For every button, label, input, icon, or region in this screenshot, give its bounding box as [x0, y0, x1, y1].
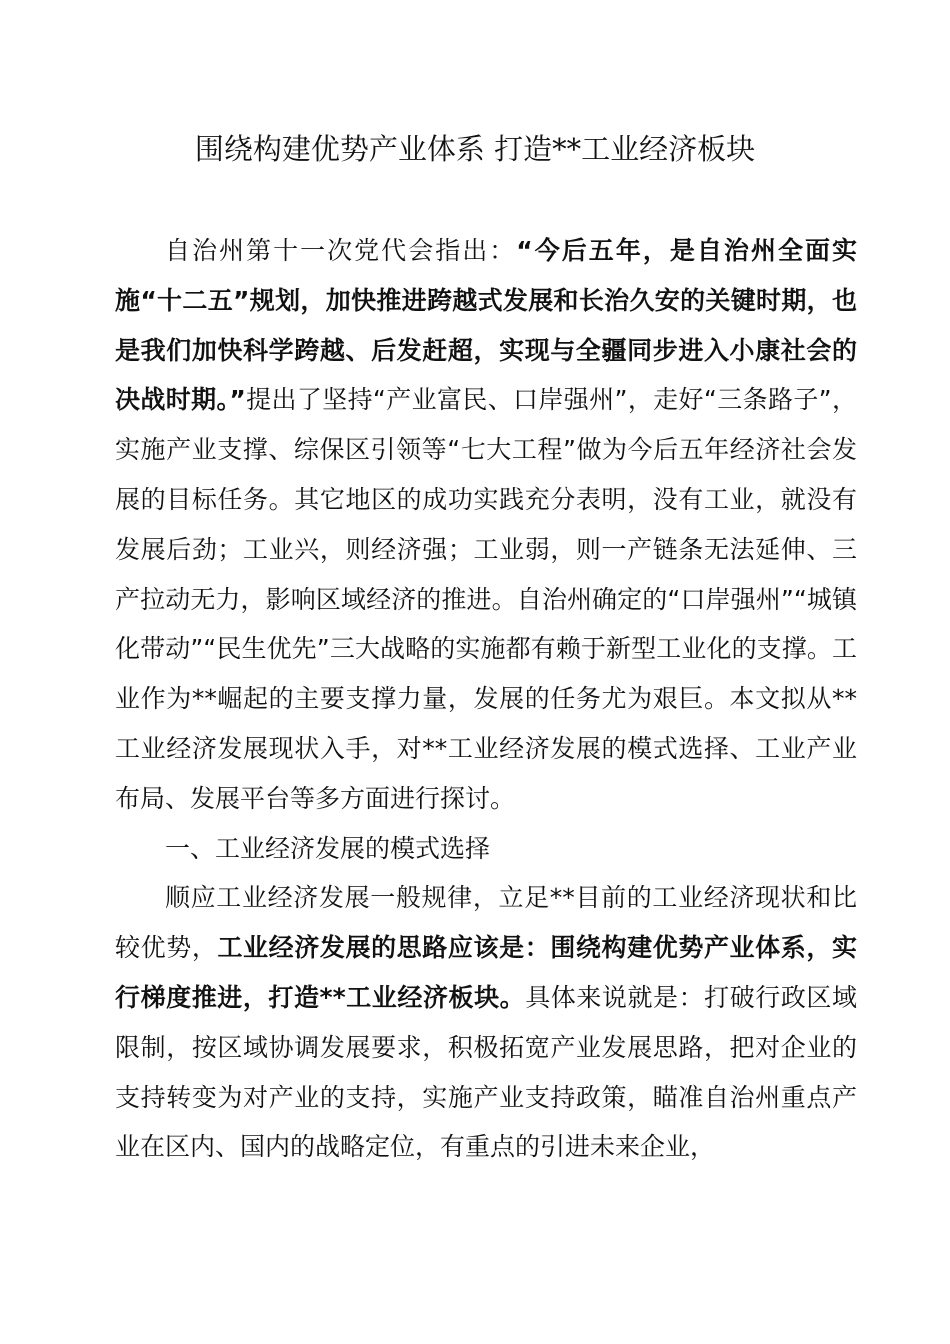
document-title: 围绕构建优势产业体系 打造**工业经济板块	[194, 132, 756, 166]
paragraph-2-lead: 顺应工业经济发展一般规律，立足**目前的工业经济现状和比较优势，	[115, 883, 857, 963]
paragraph-1-rest: 提出了坚持“产业富民、口岸强州”，走好“三条路子”，实施产业支撑、综保区引领等“七大工程”做为今后五年经济社会发展的目标任务。其它地区的成功实践充分表明，没有工业，就没有发展后劲；工业兴，则经济强；工业弱，则一产链条无法延伸、三产拉动无力，影响区域经济的推进。自治州确定的“口岸强州”“城镇化带动”“民生优先”三大战略的实施都有赖于新型工业化的支撑。工业作为**崛起的主要支撑力量，发展的任务尤为艰巨。本文拟从**工业经济发展现状入手，对**工业经济发展的模式选择、工业产业布局、发展平台等多方面进行探讨。	[115, 385, 857, 813]
document-body	[115, 226, 857, 1172]
paragraph-1	[115, 226, 857, 824]
paragraph-2	[115, 873, 857, 1172]
paragraph-2-rest: 具体来说就是：打破行政区域限制，按区域协调发展要求，积极拓宽产业发展思路，把对企业的支持转变为对产业的支持，实施产业支持政策，瞄准自治州重点产业在区内、国内的战略定位，有重点的引进未来企业，	[115, 982, 857, 1162]
paragraph-1-quote: “今后五年，是自治州全面实施“十二五”规划，加快推进跨越式发展和长治久安的关键时期，也是我们加快科学跨越、后发赶超，实现与全疆同步进入小康社会的决战时期。”	[115, 236, 857, 415]
paragraph-1-lead: 自治州第十一次党代会指出：	[165, 236, 517, 265]
paragraph-2-emphasis: 工业经济发展的思路应该是：围绕构建优势产业体系，实行梯度推进，打造**工业经济板块。	[115, 933, 857, 1012]
section-heading-1: 一、工业经济发展的模式选择	[165, 833, 491, 863]
